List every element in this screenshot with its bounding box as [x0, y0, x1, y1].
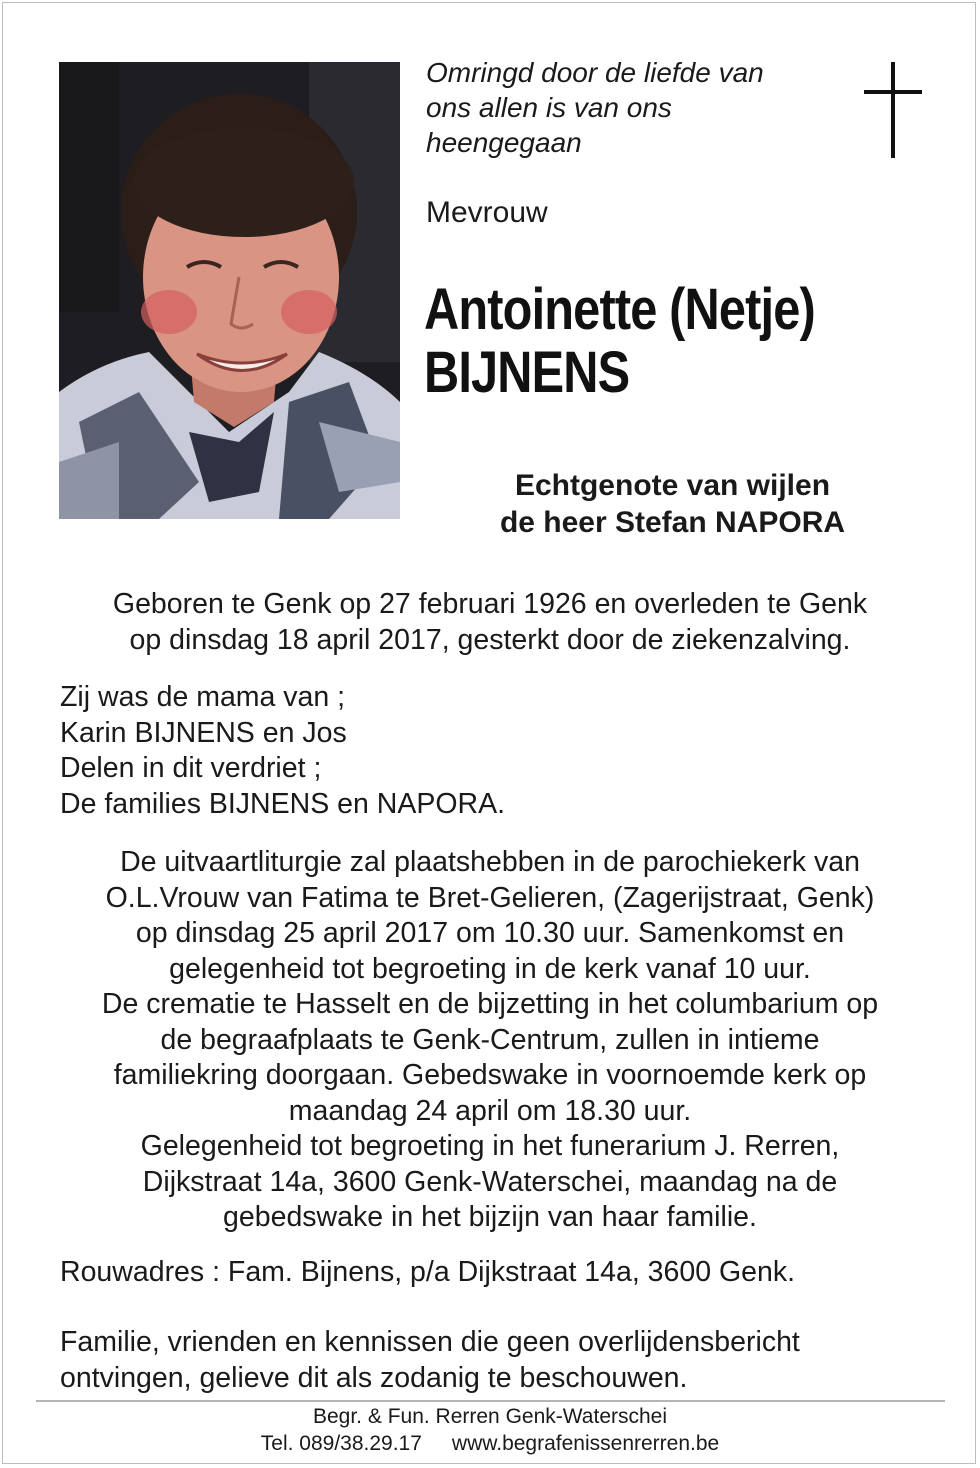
service-line: Gelegenheid tot begroeting in het funerarium J. Rerren,: [140, 1130, 840, 1162]
footer-contact: [100, 1430, 880, 1457]
service-line: de begraafplaats te Genk-Centrum, zullen in intieme: [160, 1023, 820, 1056]
spouse-line: de heer Stefan NAPORA: [499, 506, 846, 539]
spouse-line: Echtgenote van wijlen: [514, 469, 831, 502]
intro-line: heengegaan: [426, 127, 582, 158]
website-link[interactable]: www.begrafenissenrerren.be: [451, 1432, 720, 1455]
service-line: familiekring doorgaan. Gebedswake in voornoemde kerk op: [113, 1059, 867, 1091]
notice-line: Familie, vrienden en kennissen die geen overlijdensbericht: [60, 1326, 800, 1358]
birth-line: Geboren te Genk op 27 februari 1926 en overleden te Genk: [112, 588, 868, 620]
birth-death-paragraph: [30, 587, 950, 658]
deceased-name: [424, 278, 878, 404]
family-line: Karin BIJNENS en Jos: [60, 716, 347, 749]
footer-divider: [36, 1400, 945, 1402]
footer: [100, 1403, 880, 1457]
service-line: Dijkstraat 14a, 3600 Genk-Waterschei, maandag na de: [142, 1165, 838, 1198]
notice-line: ontvingen, gelieve dit als zodanig te beschouwen.: [60, 1361, 688, 1394]
intro-line: Omringd door de liefde van: [426, 57, 764, 88]
funeral-home-name: Begr. & Fun. Rerren Genk-Waterschei: [312, 1405, 668, 1428]
honorific: Mevrouw: [426, 196, 548, 229]
birth-line: op dinsdag 18 april 2017, gesterkt door de ziekenzalving.: [129, 623, 851, 656]
family-line: Zij was de mama van ;: [60, 681, 346, 713]
service-line: gebedswake in het bijzijn van haar familie.: [223, 1201, 757, 1233]
mourning-address: Rouwadres : Fam. Bijnens, p/a Dijkstraat 14a, 3600 Genk.: [60, 1256, 796, 1288]
notice-paragraph: [60, 1325, 960, 1396]
portrait-photo: [59, 62, 400, 519]
service-line: gelegenheid tot begroeting in de kerk vanaf 10 uur.: [169, 952, 811, 985]
intro-text: [426, 55, 846, 160]
intro-line: ons allen is van ons: [426, 92, 672, 123]
spouse-text: [400, 467, 945, 541]
service-paragraph: [30, 845, 950, 1236]
family-paragraph: [60, 680, 960, 822]
first-name: Antoinette (Netje): [424, 277, 815, 342]
family-line: De families BIJNENS en NAPORA.: [60, 787, 506, 820]
last-name: BIJNENS: [424, 340, 630, 405]
family-line: Delen in dit verdriet ;: [60, 752, 322, 784]
service-line: De uitvaartliturgie zal plaatshebben in de parochiekerk van: [120, 846, 860, 878]
cross-icon: [864, 62, 922, 158]
service-line: De crematie te Hasselt en de bijzetting in het columbarium op: [101, 988, 879, 1020]
service-line: maandag 24 april om 18.30 uur.: [288, 1094, 692, 1127]
service-line: op dinsdag 25 april 2017 om 10.30 uur. Samenkomst en: [135, 917, 845, 949]
service-line: O.L.Vrouw van Fatima te Bret-Gelieren, (Zagerijstraat, Genk): [105, 881, 875, 914]
phone-number: Tel. 089/38.29.17: [260, 1432, 422, 1455]
